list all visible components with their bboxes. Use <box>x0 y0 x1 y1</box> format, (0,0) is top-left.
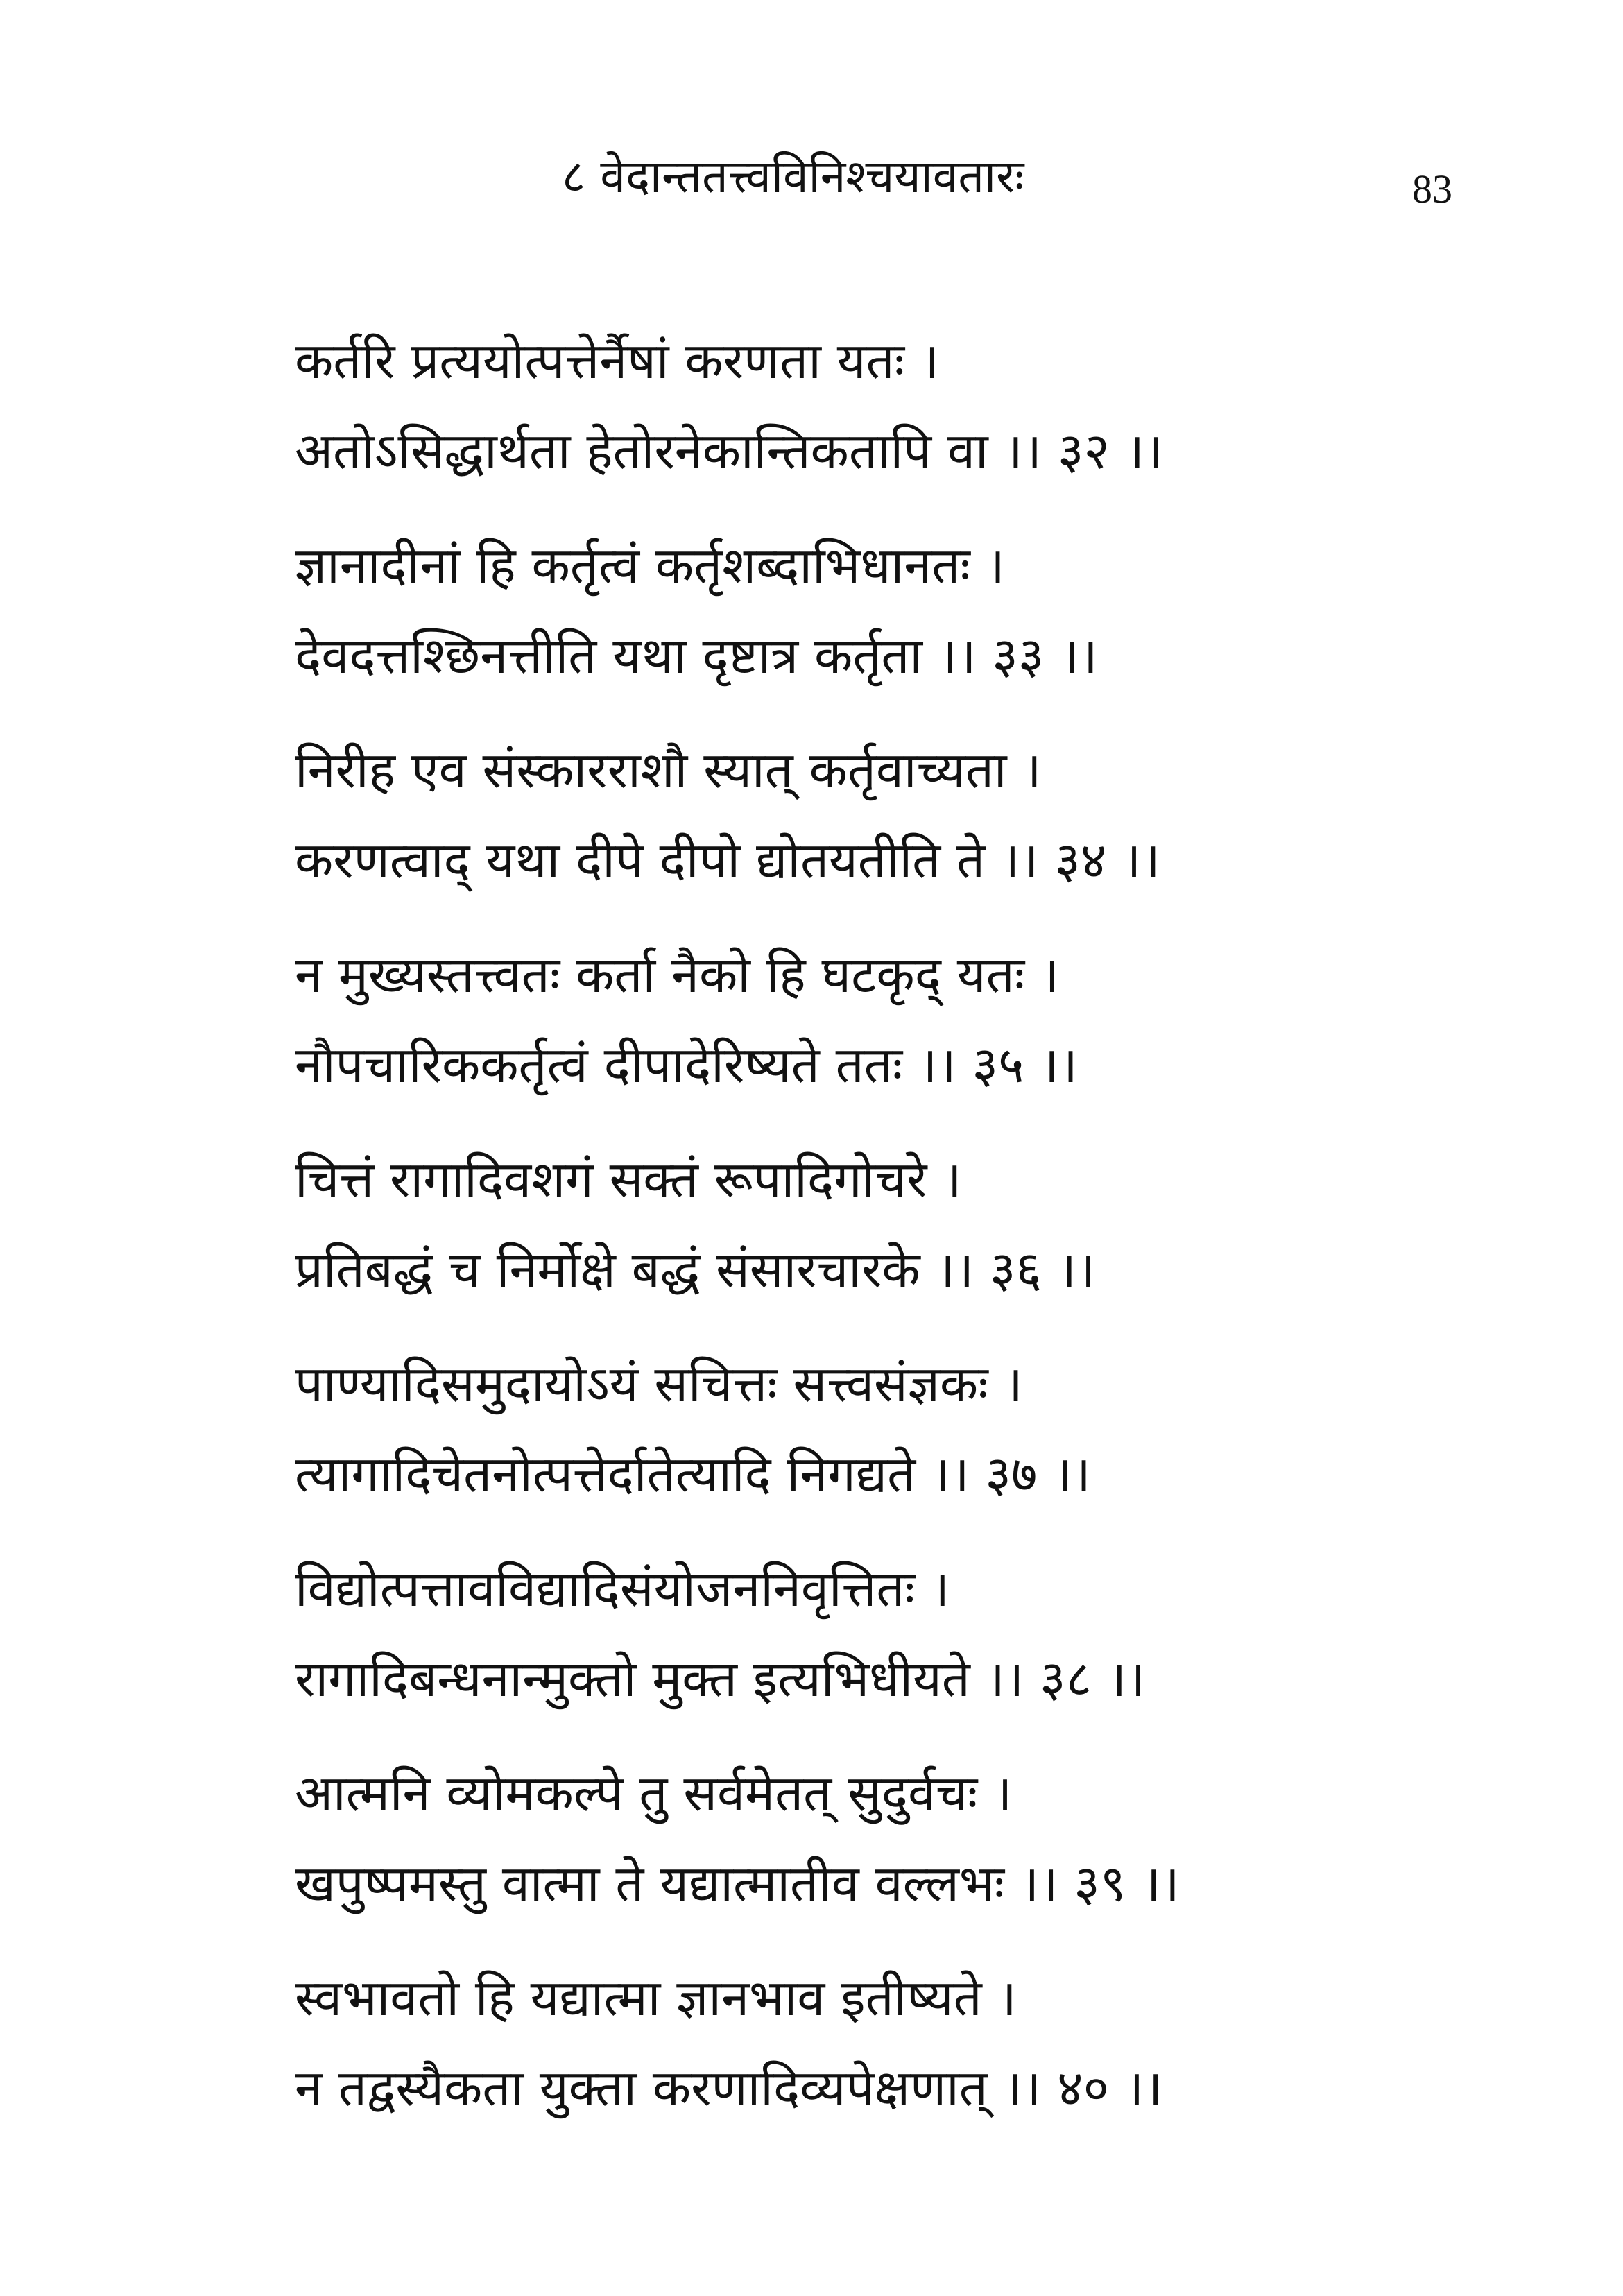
verse-line: चित्तं रागादिवशगं सक्तं रूपादिगोचरे । <box>295 1150 962 1208</box>
verse-line: न मुख्यस्तत्त्वतः कर्ता नैको हि घटकृद् यतः । <box>295 945 1060 1004</box>
verse-37 <box>295 1339 1543 1519</box>
verse-32 <box>295 316 1543 496</box>
verse-line: देवदत्तश्छिनत्तीति यथा दृष्टात्र कर्तृता ।। ३३ ।। <box>295 626 1098 685</box>
verse-40 <box>295 1953 1543 2133</box>
verse-35 <box>295 929 1543 1110</box>
verse-line: पाण्यादिसमुदायोऽयं सचित्तः सत्त्वसंज्ञकः । <box>295 1355 1023 1413</box>
verse-38 <box>295 1543 1543 1724</box>
running-title: ८ वेदान्ततत्त्वविनिश्चयावतारः <box>562 150 1024 203</box>
verse-36 <box>295 1134 1543 1314</box>
verse-line: अतोऽसिद्धार्थता हेतोरनेकान्तिकतापि वा ।। ३२ ।। <box>295 422 1164 480</box>
verse-line: रागादिबन्धनान्मुक्तो मुक्त इत्यभिधीयते ।। ३८ ।। <box>295 1650 1146 1708</box>
verse-line: नौपचारिककर्तृत्वं दीपादेरिष्यते ततः ।। ३५ ।। <box>295 1036 1078 1094</box>
verse-line: खपुष्पमस्तु वात्मा ते यद्यात्मातीव वल्लभः ।। ३९ ।। <box>295 1854 1180 1912</box>
verse-line: निरीह एव संस्कारराशौ स्यात् कर्तृवाच्यता । <box>295 741 1042 799</box>
verse-line: स्वभावतो हि यद्यात्मा ज्ञानभाव इतीष्यते । <box>295 1969 1017 2027</box>
verse-line: प्रतिबद्धं च निर्मोक्षे बद्धं संसारचारके ।। ३६ ।। <box>295 1240 1096 1299</box>
page-header <box>0 142 1623 225</box>
verse-list <box>295 316 1543 2157</box>
verse-line: विद्योत्पत्तावविद्यादिसंयोजननिवृत्तितः । <box>295 1559 950 1618</box>
page-number: 83 <box>1412 166 1452 212</box>
verse-line: ज्ञानादीनां हि कर्तृत्वं कर्तृशब्दाभिधानतः । <box>295 536 1005 594</box>
verse-line: करणत्वाद् यथा दीपे दीपो द्योतयतीति ते ।। ३४ ।। <box>295 831 1160 889</box>
verse-line: कर्तरि प्रत्ययोत्पत्तेर्नैषां करणता यतः । <box>295 332 940 390</box>
verse-39 <box>295 1748 1543 1928</box>
verse-line: आत्मनि व्योमकल्पे तु सर्वमेतत् सुदुर्वचः । <box>295 1764 1013 1822</box>
verse-33 <box>295 520 1543 701</box>
verse-line: न तद्वस्यैकता युक्ता करणादिव्यपेक्षणात् ।। ४० ।। <box>295 2059 1163 2117</box>
verse-line: त्यागादिचेतनोत्पत्तेर्दातेत्यादि निगद्यते ।। ३७ ।। <box>295 1445 1091 1503</box>
verse-34 <box>295 725 1543 905</box>
